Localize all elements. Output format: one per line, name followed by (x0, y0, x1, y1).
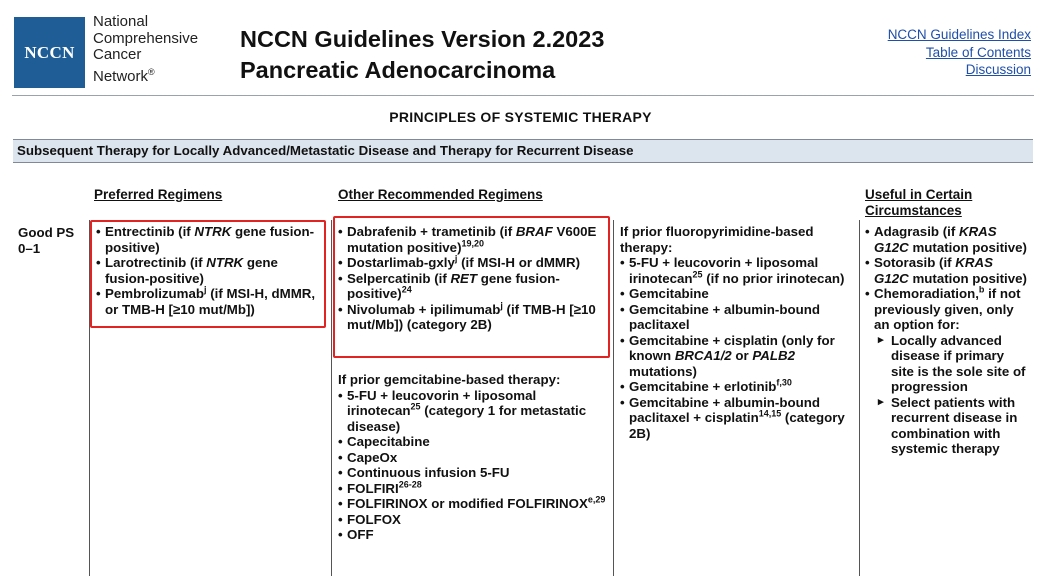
discussion-link[interactable]: Discussion (965, 62, 1031, 77)
list-item: • Nivolumab + ipilimumab$^j$ (if TMB-H [≥10 mut/Mb]) (category 2B) (338, 302, 606, 333)
other-regimens-boxed (338, 224, 606, 333)
prior-fluoropyrimidine-regimens (620, 224, 852, 441)
list-item: • FOLFIRINOX or modified FOLFIRINOX$^{e,29}$ (338, 496, 610, 512)
table-of-contents-link[interactable]: Table of Contents (925, 44, 1031, 60)
column-divider (859, 220, 860, 576)
header-links (888, 26, 1031, 79)
nccn-logo (14, 17, 85, 88)
section-heading: Subsequent Therapy for Locally Advanced/Metastatic Disease and Therapy for Recurrent Disease (17, 143, 634, 158)
col-header-other: Other Recommended Regimens (338, 187, 543, 202)
org-line: Comprehensive (93, 29, 199, 47)
list-item: • FOLFIRI$^{26-28}$ (338, 481, 610, 497)
list-item: • Continuous infusion 5-FU (338, 465, 610, 481)
column-divider (613, 220, 614, 576)
row-label-good-ps (18, 225, 74, 256)
org-line: Cancer (93, 46, 142, 63)
list-item: • Entrectinib (if NTRK gene fusion-positive) (96, 224, 324, 255)
list-item: • Gemcitabine + erlotinib$^{f,30}$ (620, 379, 852, 395)
list-item: • Sotorasib (if KRAS G12C mutation positive) (865, 255, 1030, 286)
prior-gemcitabine-regimens (338, 372, 610, 543)
list-item: • Dostarlimab-gxly$^j$ (if MSI-H or dMMR) (338, 255, 606, 271)
list-item: • CapeOx (338, 450, 610, 466)
section-bar (13, 139, 1033, 163)
list-item: • 5-FU + leucovorin + liposomal irinotecan$^{25}$ (category 1 for metastatic disease) (338, 388, 610, 435)
subgroup-heading: If prior fluoropyrimidine-based therapy: (620, 224, 814, 255)
organization-name (93, 14, 198, 85)
list-item: • FOLFOX (338, 512, 610, 528)
row-label-line: Good PS (18, 225, 75, 240)
preferred-regimens (96, 224, 324, 317)
col-header-useful: Useful in Certain Circumstances (865, 187, 973, 218)
list-item: • Dabrafenib + trametinib (if BRAF V600E mutation positive)$^{19,20}$ (338, 224, 606, 255)
row-label-line: 0–1 (18, 240, 41, 256)
list-item: • Chemoradiation,$^b$ if not previously given, only an option for: ▸ Locally advanced disease if primary site is the sole site of progression ▸ Select patients with recurrent disease in combination with systemic therapy (865, 286, 1030, 457)
list-item: • Selpercatinib (if RET gene fusion-positive)$^{24}$ (338, 271, 606, 302)
header-divider (12, 95, 1034, 96)
list-item: • Adagrasib (if KRAS G12C mutation positive) (865, 224, 1030, 255)
column-divider (331, 220, 332, 576)
col-header-preferred: Preferred Regimens (94, 187, 223, 202)
section-title: PRINCIPLES OF SYSTEMIC THERAPY (389, 109, 652, 125)
registered-mark: ® (148, 66, 155, 77)
sub-list-item: ▸ Locally advanced disease if primary site is the sole site of progression (878, 333, 1030, 395)
subgroup-heading: If prior gemcitabine-based therapy: (338, 372, 561, 387)
list-item: • Pembrolizumab$^j$ (if MSI-H, dMMR, or TMB-H [≥10 mut/Mb]) (96, 286, 324, 317)
list-item: • 5-FU + leucovorin + liposomal irinotecan$^{25}$ (if no prior irinotecan) (620, 255, 852, 286)
list-item: • Gemcitabine + albumin-bound paclitaxel (620, 302, 852, 333)
org-line: Network (93, 67, 149, 85)
page-title (240, 24, 604, 86)
logo-text: NCCN (24, 43, 75, 62)
list-item: • Gemcitabine + albumin-bound paclitaxel + cisplatin$^{14,15}$ (category 2B) (620, 395, 852, 442)
list-item: • OFF (338, 527, 610, 543)
useful-regimens (865, 224, 1030, 457)
list-item: • Larotrectinib (if NTRK gene fusion-positive) (96, 255, 324, 286)
list-item: • Gemcitabine + cisplatin (only for known BRCA1/2 or PALB2 mutations) (620, 333, 852, 380)
list-item: • Capecitabine (338, 434, 610, 450)
guidelines-index-link[interactable]: NCCN Guidelines Index (887, 27, 1031, 42)
org-line: National (93, 13, 149, 30)
title-disease: Pancreatic Adenocarcinoma (240, 57, 556, 83)
sub-list-item: ▸ Select patients with recurrent disease in combination with systemic therapy (878, 395, 1030, 457)
list-item: • Gemcitabine (620, 286, 852, 302)
title-version: NCCN Guidelines Version 2.2023 (240, 26, 605, 52)
